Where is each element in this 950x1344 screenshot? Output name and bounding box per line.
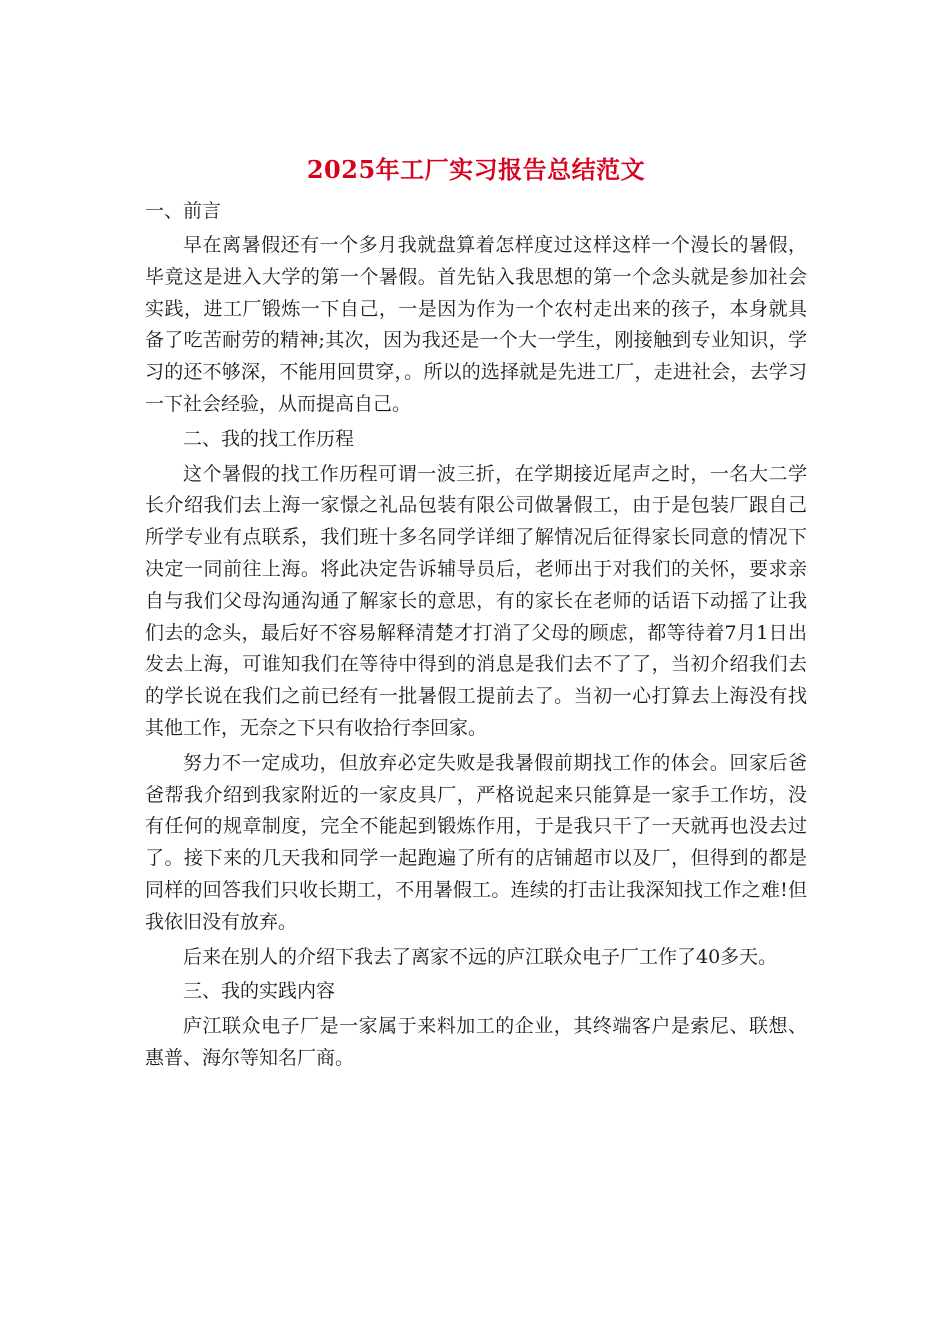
document-page bbox=[145, 150, 807, 1078]
document-title: 2025年工厂实习报告总结范文 bbox=[306, 155, 646, 184]
paragraph-preface: 早在离暑假还有一个多月我就盘算着怎样度过这样这样一个漫长的暑假，毕竟这是进入大学的第一个暑假。首先钻入我思想的第一个念头就是参加社会实践，进工厂锻炼一下自己，一是因为作为一个农村走出来的孩子，本身就具备了吃苦耐劳的精神;其次，因为我还是一个大一学生，刚接触到专业知识，学习的还不够深，不能用回贯穿，。所以的选择就是先进工厂，走进社会，去学习一下社会经验，从而提高自己。 bbox=[145, 234, 807, 415]
paragraph-job-search-3: 后来在别人的介绍下我去了离家不远的庐江联众电子厂工作了40多天。 bbox=[183, 945, 778, 968]
paragraph-job-search-2: 努力不一定成功，但放弃必定失败是我暑假前期找工作的体会。回家后爸爸帮我介绍到我家附近的一家皮具厂，严格说起来只能算是一家手工作坊，没有任何的规章制度，完全不能起到锻炼作用，于是我只干了一天就再也没去过了。接下来的几天我和同学一起跑遍了所有的店铺超市以及厂，但得到的都是同样的回答我们只收长期工，不用暑假工。连续的打击让我深知找工作之难!但我依旧没有放弃。 bbox=[145, 751, 807, 933]
paragraph-job-search-1: 这个暑假的找工作历程可谓一波三折，在学期接近尾声之时，一名大二学长介绍我们去上海一家憬之礼品包装有限公司做暑假工，由于是包装厂跟自己所学专业有点联系，我们班十多名同学详细了解情况后征得家长同意的情况下决定一同前往上海。将此决定告诉辅导员后，老师出于对我们的关怀，要求亲自与我们父母沟通沟通了解家长的意思，有的家长在老师的话语下动摇了让我们去的念头，最后好不容易解释清楚才打消了父母的顾虑，都等待着7月1日出发去上海，可谁知我们在等待中得到的消息是我们去不了了，当初介绍我们去的学长说在我们之前已经有一批暑假工提前去了。当初一心打算去上海没有找其他工作，无奈之下只有收拾行李回家。 bbox=[145, 462, 807, 739]
section-heading-practice-content: 三、我的实践内容 bbox=[183, 980, 336, 1003]
section-heading-job-search: 二、我的找工作历程 bbox=[183, 427, 355, 450]
section-heading-preface: 一、前言 bbox=[145, 200, 222, 222]
paragraph-practice-content: 庐江联众电子厂是一家属于来料加工的企业，其终端客户是索尼、联想、惠普、海尔等知名厂商。 bbox=[145, 1015, 807, 1069]
